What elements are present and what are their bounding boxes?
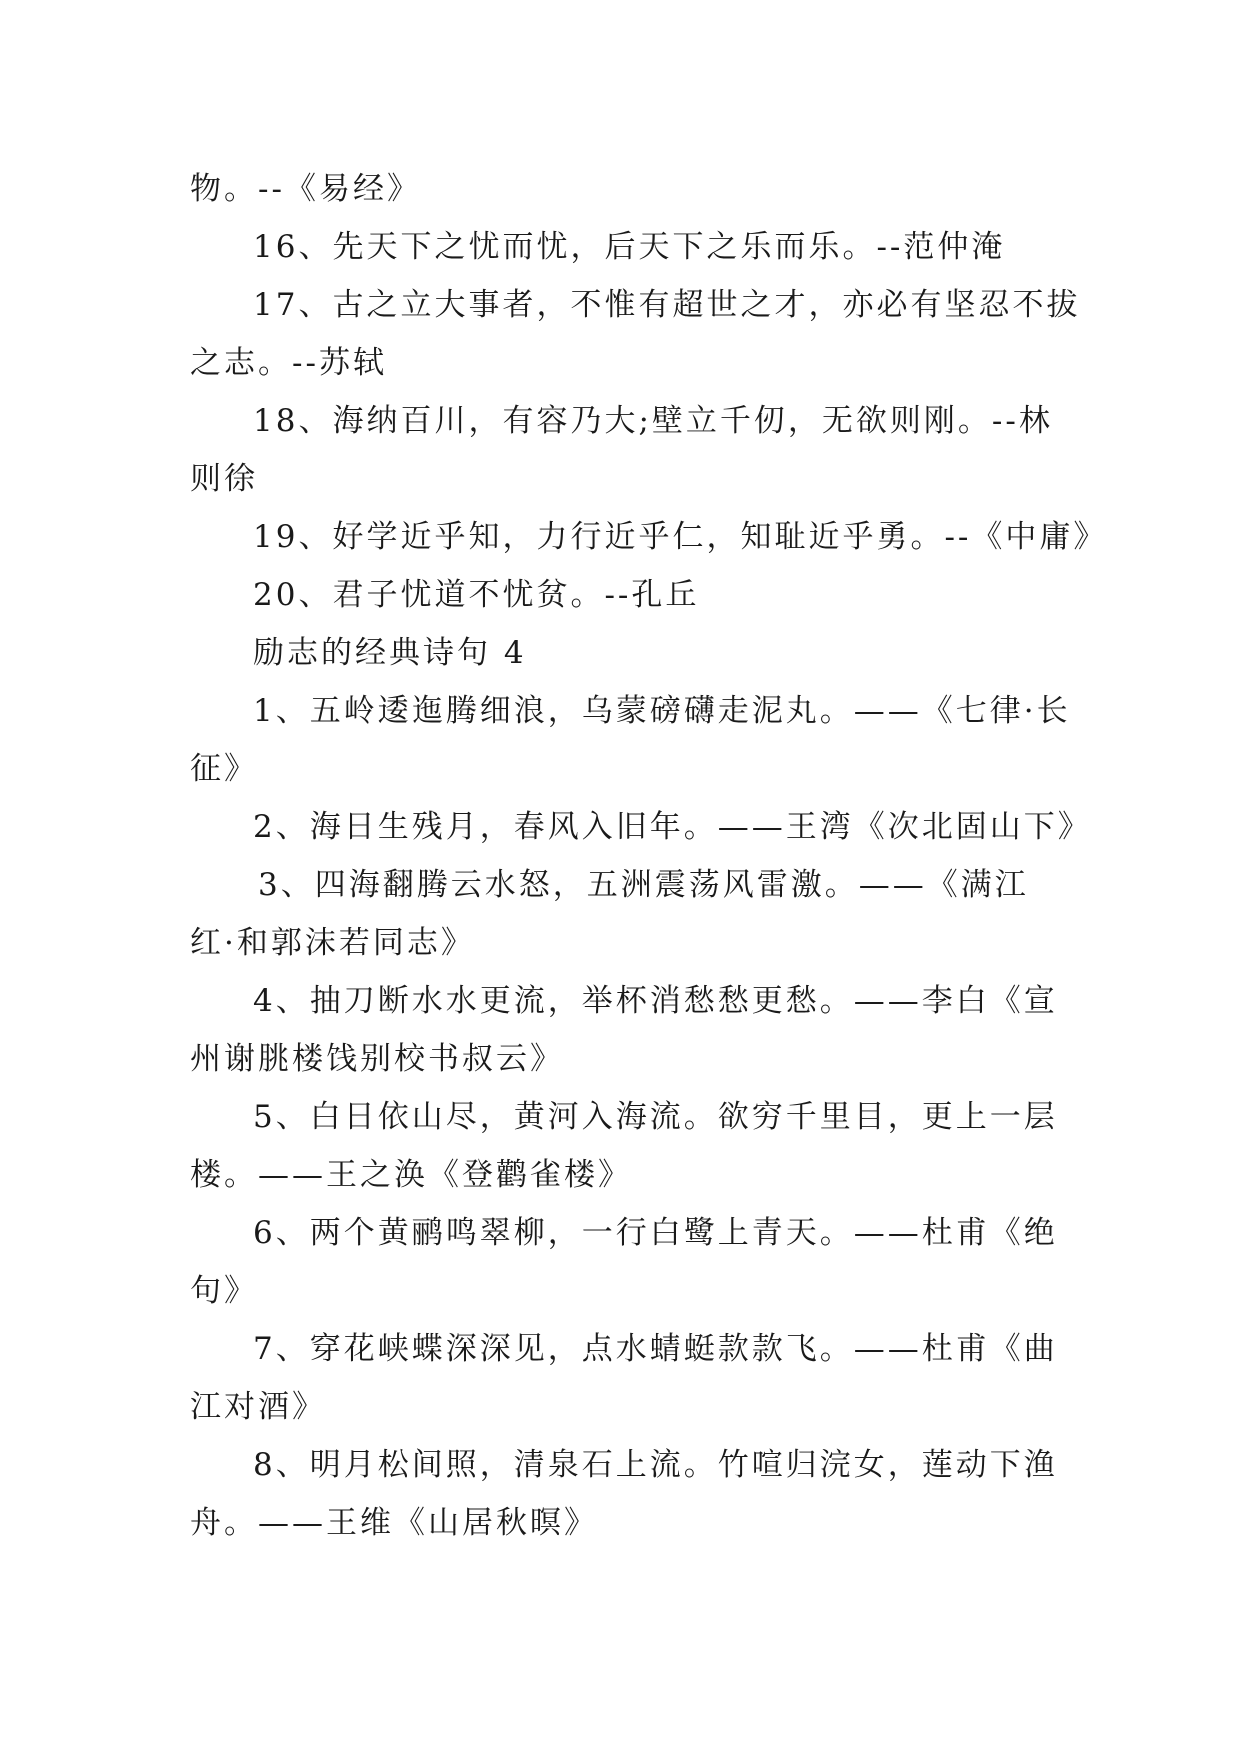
quote-19: 19、好学近乎知，力行近乎仁，知耻近乎勇。--《中庸》	[253, 519, 1108, 555]
quote-16: 16、先天下之忧而忧，后天下之乐而乐。--范仲淹	[253, 229, 1006, 265]
text-line: 句》	[190, 1273, 258, 1309]
poem-5: 5、白日依山尽，黄河入海流。欲穷千里目，更上一层	[253, 1099, 1058, 1135]
text-line: 征》	[190, 751, 258, 787]
poem-4: 4、抽刀断水水更流，举杯消愁愁更愁。——李白《宣	[253, 983, 1058, 1019]
quote-20: 20、君子忧道不忧贫。--孔丘	[253, 577, 700, 613]
poem-7: 7、穿花峡蝶深深见，点水蜻蜓款款飞。——杜甫《曲	[253, 1331, 1058, 1367]
document-body	[190, 160, 1108, 1552]
poem-2: 2、海日生残月，春风入旧年。——王湾《次北固山下》	[253, 809, 1092, 845]
text-line: 则徐	[190, 461, 258, 497]
poem-1: 1、五岭逶迤腾细浪，乌蒙磅礴走泥丸。——《七律·长	[253, 693, 1071, 729]
text-line: 物。--《易经》	[190, 171, 421, 207]
section-heading: 励志的经典诗句 4	[253, 635, 527, 671]
text-line: 舟。——王维《山居秋暝》	[190, 1505, 598, 1541]
text-line: 红·和郭沫若同志》	[190, 925, 475, 961]
poem-3: 3、四海翻腾云水怒，五洲震荡风雷激。——《满江	[258, 867, 1029, 903]
text-line: 楼。——王之涣《登鹳雀楼》	[190, 1157, 632, 1193]
text-line: 江对酒》	[190, 1389, 326, 1425]
quote-18: 18、海纳百川，有容乃大;壁立千仞，无欲则刚。--林	[253, 403, 1053, 439]
text-line: 之志。--苏轼	[190, 345, 387, 381]
poem-6: 6、两个黄鹂鸣翠柳，一行白鹭上青天。——杜甫《绝	[253, 1215, 1058, 1251]
text-line: 州谢朓楼饯别校书叔云》	[190, 1041, 564, 1077]
quote-17: 17、古之立大事者，不惟有超世之才，亦必有坚忍不拔	[253, 287, 1081, 323]
poem-8: 8、明月松间照，清泉石上流。竹喧归浣女，莲动下渔	[253, 1447, 1058, 1483]
